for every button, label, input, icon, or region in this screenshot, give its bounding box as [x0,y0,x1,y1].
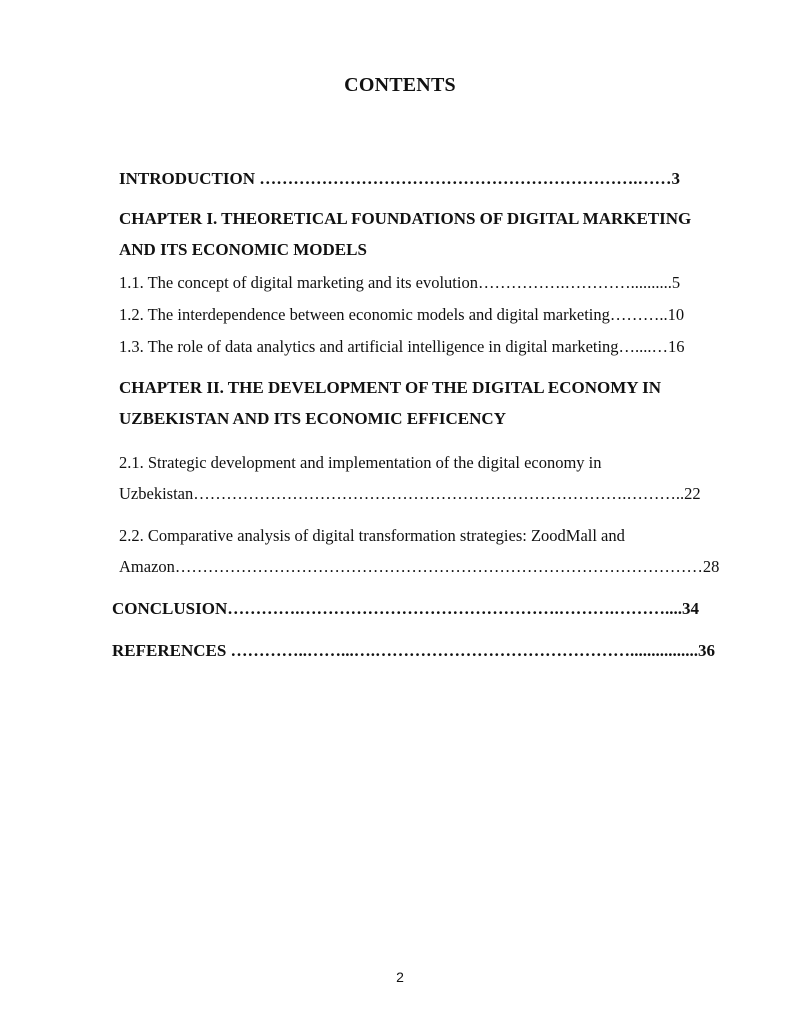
toc-entry-2-1-line-2: Uzbekistan…………………………………………………………………….………..22 [119,484,701,503]
toc-entry-2-2-line-1: 2.2. Comparative analysis of digital transformation strategies: ZoodMall and [119,526,625,545]
toc-chapter-1-heading-line-1: CHAPTER I. THEORETICAL FOUNDATIONS OF DIGITAL MARKETING [119,209,692,228]
toc-entry-1-2: 1.2. The interdependence between economic models and digital marketing………..10 [119,305,685,324]
toc-entry-1-1: 1.1. The concept of digital marketing and its evolution…………….…………..........5 [119,273,681,292]
page-number: 2 [396,969,404,985]
toc-chapter-2-heading-line-2: UZBEKISTAN AND ITS ECONOMIC EFFICENCY [119,409,506,428]
toc-chapter-2-heading-line-1: CHAPTER II. THE DEVELOPMENT OF THE DIGITAL ECONOMY IN [119,378,662,397]
toc-entry-introduction: INTRODUCTION ………………………………………………………….……3 [119,169,681,188]
toc-entry-2-1-line-1: 2.1. Strategic development and implementation of the digital economy in [119,453,602,472]
page-title: CONTENTS [344,74,456,96]
toc-entry-1-3: 1.3. The role of data analytics and artificial intelligence in digital marketing…....…16 [119,337,685,356]
toc-entry-2-2-line-2: Amazon……………………………………………………………………………………28 [119,557,720,576]
toc-entry-conclusion: CONCLUSION………….……………………………………….……….………....34 [112,599,699,618]
toc-chapter-1-heading-line-2: AND ITS ECONOMIC MODELS [119,240,367,259]
toc-entry-references: REFERENCES …………..……...….………………………………………................36 [112,641,716,660]
